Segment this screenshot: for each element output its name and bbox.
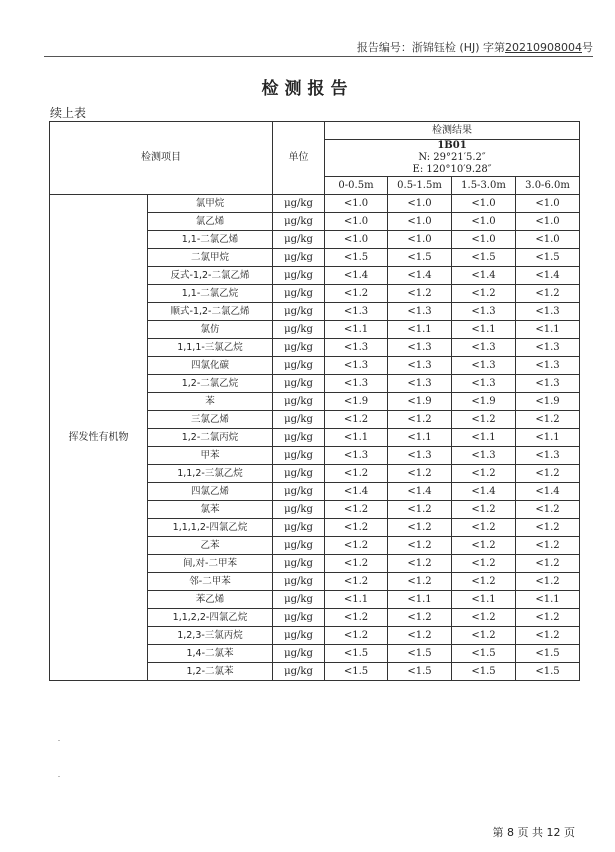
result-value: <1.2 — [516, 555, 580, 573]
result-value: <1.0 — [452, 213, 516, 231]
result-value: <1.1 — [452, 321, 516, 339]
result-value: <1.2 — [452, 609, 516, 627]
group-label: 挥发性有机物 — [50, 195, 148, 681]
compound-name: 1,1,2,2-四氯乙烷 — [148, 609, 273, 627]
compound-name: 甲苯 — [148, 447, 273, 465]
result-value: <1.9 — [452, 393, 516, 411]
result-value: <1.2 — [516, 411, 580, 429]
compound-name: 反式-1,2-二氯乙烯 — [148, 267, 273, 285]
compound-name: 三氯乙烯 — [148, 411, 273, 429]
result-value: <1.4 — [516, 267, 580, 285]
result-value: <1.3 — [452, 339, 516, 357]
result-value: <1.2 — [388, 501, 452, 519]
page-number: 第 8 页 共 12 页 — [492, 826, 575, 839]
result-value: <1.1 — [452, 429, 516, 447]
result-value: <1.3 — [452, 447, 516, 465]
compound-name: 1,1-二氯乙烷 — [148, 285, 273, 303]
unit-cell: μg/kg — [273, 357, 325, 375]
compound-name: 邻-二甲苯 — [148, 573, 273, 591]
result-value: <1.2 — [452, 285, 516, 303]
result-value: <1.3 — [452, 303, 516, 321]
unit-cell: μg/kg — [273, 393, 325, 411]
result-value: <1.3 — [516, 375, 580, 393]
document-title: 检测报告 — [261, 79, 354, 99]
result-value: <1.0 — [516, 213, 580, 231]
result-value: <1.0 — [388, 231, 452, 249]
result-value: <1.0 — [325, 213, 388, 231]
result-value: <1.0 — [388, 195, 452, 213]
report-number — [357, 39, 593, 55]
result-value: <1.2 — [388, 609, 452, 627]
result-value: <1.5 — [452, 645, 516, 663]
results-table — [49, 121, 580, 681]
unit-cell: μg/kg — [273, 519, 325, 537]
unit-cell: μg/kg — [273, 609, 325, 627]
unit-cell: μg/kg — [273, 429, 325, 447]
result-value: <1.0 — [452, 231, 516, 249]
compound-name: 1,2-二氯丙烷 — [148, 429, 273, 447]
result-value: <1.5 — [325, 645, 388, 663]
result-value: <1.2 — [388, 465, 452, 483]
unit-cell: μg/kg — [273, 375, 325, 393]
unit-cell: μg/kg — [273, 285, 325, 303]
result-value: <1.3 — [452, 357, 516, 375]
result-value: <1.5 — [388, 663, 452, 681]
result-value: <1.3 — [325, 303, 388, 321]
unit-cell: μg/kg — [273, 645, 325, 663]
result-value: <1.3 — [388, 303, 452, 321]
column-header-unit: 单位 — [273, 122, 325, 195]
unit-cell: μg/kg — [273, 249, 325, 267]
unit-cell: μg/kg — [273, 303, 325, 321]
unit-cell: μg/kg — [273, 321, 325, 339]
depth-header: 0.5-1.5m — [388, 177, 452, 195]
compound-name: 1,1,2-三氯乙烷 — [148, 465, 273, 483]
site-east: E: 120°10′9.28″ — [412, 164, 492, 175]
result-value: <1.1 — [325, 321, 388, 339]
result-value: <1.2 — [516, 573, 580, 591]
scan-speck — [58, 740, 60, 741]
result-value: <1.1 — [325, 429, 388, 447]
result-value: <1.5 — [452, 249, 516, 267]
result-value: <1.0 — [388, 213, 452, 231]
unit-cell: μg/kg — [273, 627, 325, 645]
table-row — [50, 195, 580, 213]
report-number-value: 20210908004 — [505, 41, 582, 54]
scan-speck — [58, 776, 60, 777]
result-value: <1.1 — [452, 591, 516, 609]
result-value: <1.2 — [325, 609, 388, 627]
result-value: <1.2 — [388, 537, 452, 555]
unit-cell: μg/kg — [273, 339, 325, 357]
result-value: <1.0 — [452, 195, 516, 213]
result-value: <1.3 — [388, 447, 452, 465]
result-value: <1.1 — [388, 591, 452, 609]
result-value: <1.2 — [325, 573, 388, 591]
unit-cell: μg/kg — [273, 573, 325, 591]
result-value: <1.2 — [452, 573, 516, 591]
compound-name: 1,2-二氯苯 — [148, 663, 273, 681]
result-value: <1.2 — [388, 627, 452, 645]
compound-name: 1,2-二氯乙烷 — [148, 375, 273, 393]
result-value: <1.2 — [452, 555, 516, 573]
compound-name: 乙苯 — [148, 537, 273, 555]
compound-name: 1,1,1,2-四氯乙烷 — [148, 519, 273, 537]
result-value: <1.2 — [516, 501, 580, 519]
result-value: <1.3 — [516, 447, 580, 465]
result-value: <1.0 — [516, 231, 580, 249]
result-value: <1.4 — [452, 483, 516, 501]
column-header-results: 检测结果 — [325, 122, 580, 140]
compound-name: 氯仿 — [148, 321, 273, 339]
result-value: <1.9 — [516, 393, 580, 411]
result-value: <1.2 — [388, 411, 452, 429]
compound-name: 氯苯 — [148, 501, 273, 519]
unit-cell: μg/kg — [273, 501, 325, 519]
compound-name: 四氯化碳 — [148, 357, 273, 375]
result-value: <1.2 — [388, 555, 452, 573]
result-value: <1.4 — [388, 483, 452, 501]
report-number-label: 报告编号：浙锦钰检 (HJ) 字第 — [356, 41, 506, 54]
result-value: <1.0 — [325, 231, 388, 249]
result-value: <1.2 — [388, 573, 452, 591]
result-value: <1.3 — [452, 375, 516, 393]
result-value: <1.3 — [388, 339, 452, 357]
result-value: <1.9 — [325, 393, 388, 411]
result-value: <1.4 — [325, 267, 388, 285]
unit-cell: μg/kg — [273, 483, 325, 501]
depth-header: 3.0-6.0m — [516, 177, 580, 195]
result-value: <1.2 — [388, 519, 452, 537]
result-value: <1.2 — [516, 465, 580, 483]
site-id: 1B01 — [437, 140, 467, 151]
result-value: <1.2 — [325, 537, 388, 555]
result-value: <1.2 — [325, 501, 388, 519]
result-value: <1.5 — [325, 249, 388, 267]
compound-name: 氯乙烯 — [148, 213, 273, 231]
result-value: <1.2 — [452, 537, 516, 555]
result-value: <1.2 — [516, 537, 580, 555]
result-value: <1.9 — [388, 393, 452, 411]
result-value: <1.2 — [516, 285, 580, 303]
compound-name: 间,对-二甲苯 — [148, 555, 273, 573]
result-value: <1.1 — [516, 429, 580, 447]
result-value: <1.2 — [388, 285, 452, 303]
result-value: <1.0 — [516, 195, 580, 213]
unit-cell: μg/kg — [273, 591, 325, 609]
result-value: <1.5 — [516, 249, 580, 267]
unit-cell: μg/kg — [273, 555, 325, 573]
compound-name: 1,2,3-三氯丙烷 — [148, 627, 273, 645]
result-value: <1.3 — [516, 303, 580, 321]
result-value: <1.3 — [516, 357, 580, 375]
result-value: <1.4 — [452, 267, 516, 285]
result-value: <1.3 — [516, 339, 580, 357]
result-value: <1.3 — [325, 447, 388, 465]
result-value: <1.5 — [325, 663, 388, 681]
unit-cell: μg/kg — [273, 465, 325, 483]
result-value: <1.1 — [516, 591, 580, 609]
result-value: <1.2 — [516, 627, 580, 645]
unit-cell: μg/kg — [273, 213, 325, 231]
result-value: <1.3 — [388, 357, 452, 375]
result-value: <1.2 — [516, 519, 580, 537]
unit-cell: μg/kg — [273, 447, 325, 465]
unit-cell: μg/kg — [273, 411, 325, 429]
continued-label: 续上表 — [50, 106, 87, 120]
compound-name: 1,1,1-三氯乙烷 — [148, 339, 273, 357]
header-rule — [44, 56, 593, 57]
result-value: <1.2 — [452, 627, 516, 645]
result-value: <1.2 — [325, 411, 388, 429]
result-value: <1.2 — [325, 555, 388, 573]
unit-cell: μg/kg — [273, 195, 325, 213]
result-value: <1.2 — [325, 519, 388, 537]
result-value: <1.2 — [452, 465, 516, 483]
result-value: <1.3 — [325, 375, 388, 393]
unit-cell: μg/kg — [273, 663, 325, 681]
compound-name: 1,4-二氯苯 — [148, 645, 273, 663]
result-value: <1.0 — [325, 195, 388, 213]
site-north: N: 29°21′5.2″ — [418, 152, 486, 163]
result-value: <1.2 — [325, 627, 388, 645]
depth-header: 1.5-3.0m — [452, 177, 516, 195]
result-value: <1.4 — [516, 483, 580, 501]
report-number-suffix: 号 — [582, 41, 593, 54]
compound-name: 二氯甲烷 — [148, 249, 273, 267]
result-value: <1.4 — [325, 483, 388, 501]
result-value: <1.2 — [452, 501, 516, 519]
compound-name: 四氯乙烯 — [148, 483, 273, 501]
result-value: <1.1 — [388, 429, 452, 447]
result-value: <1.5 — [388, 249, 452, 267]
compound-name: 苯乙烯 — [148, 591, 273, 609]
result-value: <1.2 — [325, 285, 388, 303]
result-value: <1.5 — [516, 663, 580, 681]
unit-cell: μg/kg — [273, 537, 325, 555]
result-value: <1.1 — [388, 321, 452, 339]
unit-cell: μg/kg — [273, 267, 325, 285]
compound-name: 顺式-1,2-二氯乙烯 — [148, 303, 273, 321]
compound-name: 氯甲烷 — [148, 195, 273, 213]
column-header-item: 检测项目 — [50, 122, 273, 195]
result-value: <1.5 — [388, 645, 452, 663]
result-value: <1.4 — [388, 267, 452, 285]
compound-name: 1,1-二氯乙烯 — [148, 231, 273, 249]
unit-cell: μg/kg — [273, 231, 325, 249]
result-value: <1.5 — [516, 645, 580, 663]
compound-name: 苯 — [148, 393, 273, 411]
depth-header: 0-0.5m — [325, 177, 388, 195]
result-value: <1.3 — [388, 375, 452, 393]
result-value: <1.2 — [452, 411, 516, 429]
site-info — [325, 140, 580, 177]
results-table-body — [50, 195, 580, 681]
result-value: <1.1 — [325, 591, 388, 609]
result-value: <1.2 — [516, 609, 580, 627]
result-value: <1.3 — [325, 339, 388, 357]
result-value: <1.1 — [516, 321, 580, 339]
result-value: <1.2 — [452, 519, 516, 537]
result-value: <1.3 — [325, 357, 388, 375]
result-value: <1.2 — [325, 465, 388, 483]
result-value: <1.5 — [452, 663, 516, 681]
